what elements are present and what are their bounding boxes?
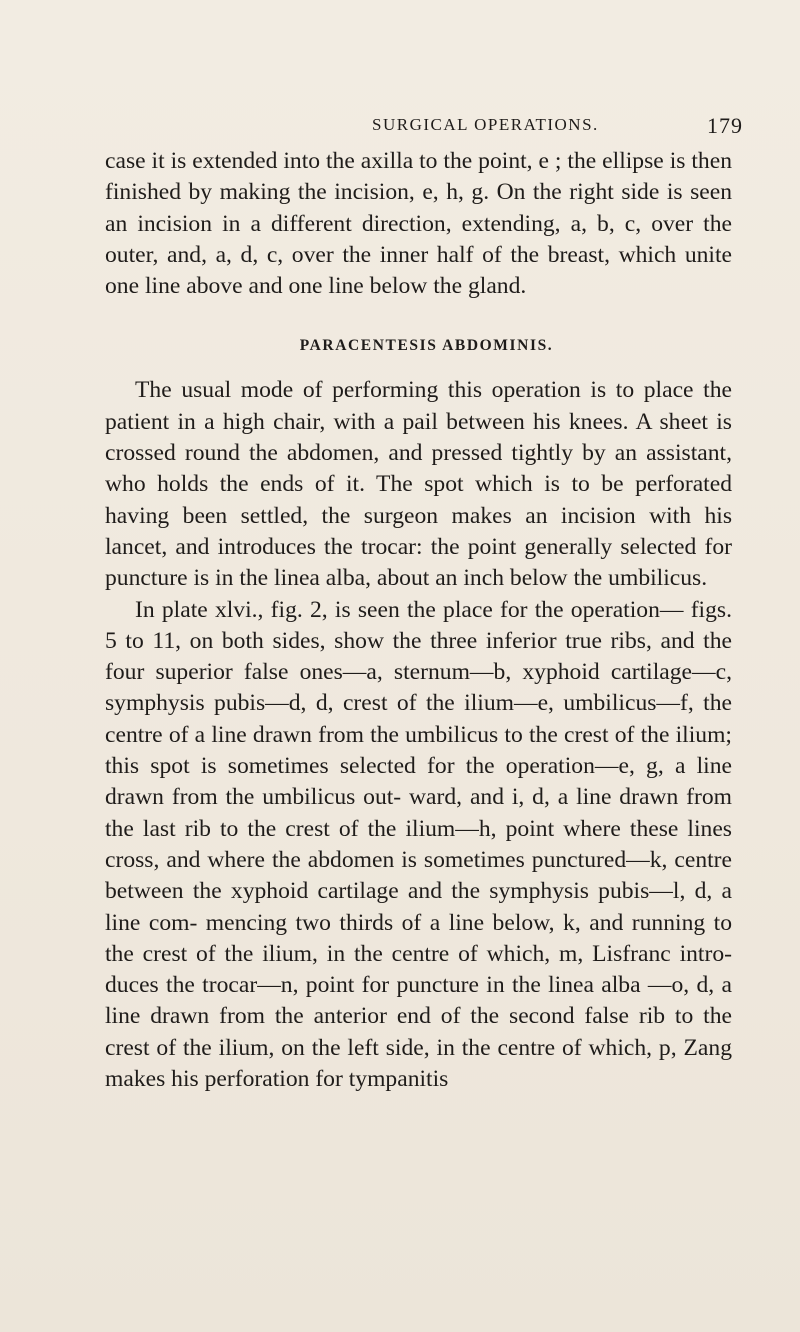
running-header: [0, 113, 800, 141]
paragraph-plate-description: In plate xlvi., fig. 2, is seen the place for the operation— figs. 5 to 11, on both sides, show the three inferior true ribs, and the four superior false ones—a, sternum—b, xyphoid cartilage—c, symphysis pubis—d, d, crest of the ilium—e, umbilicus—f, the centre of a line drawn from the umbilicus to the crest of the ilium; this spot is sometimes selected for the operation—e, g, a line drawn from the umbilicus out- ward, and i, d, a line drawn from the last rib to the crest of the ilium—h, point where these lines cross, and where the abdomen is sometimes punctured—k, centre between the xyphoid cartilage and the symphysis pubis—l, d, a line com- mencing two thirds of a line below, k, and running to the crest of the ilium, in the centre of which, m, Lisfranc intro- duces the trocar—n, point for puncture in the linea alba —o, d, a line drawn from the anterior end of the second false rib to the crest of the ilium, on the left side, in the centre of which, p, Zang makes his perforation for tympanitis: [105, 596, 732, 1093]
section-heading: PARACENTESIS ABDOMINIS.: [299, 337, 554, 355]
page-number: 179: [707, 113, 743, 138]
body-text: [105, 146, 732, 1095]
running-title: SURGICAL OPERATIONS.: [372, 115, 599, 134]
paragraph-procedure: The usual mode of performing this operation is to place the patient in a high chair, with a pail between his knees. A sheet is crossed round the abdomen, and pressed tightly by an assistant, who holds the ends of it. The spot which is to be perforated having been settled, the surgeon makes an incision with his lancet, and introduces the trocar: the point generally selected for puncture is in the linea alba, about an inch below the umbilicus.: [105, 377, 732, 592]
paragraph-continued: case it is extended into the axilla to the point, e ; the ellipse is then finished by making the incision, e, h, g. On the right side is seen an incision in a different direction, extending, a, b, c, over the outer, and, a, d, c, over the inner half of the breast, which unite one line above and one line below the gland.: [105, 148, 732, 300]
